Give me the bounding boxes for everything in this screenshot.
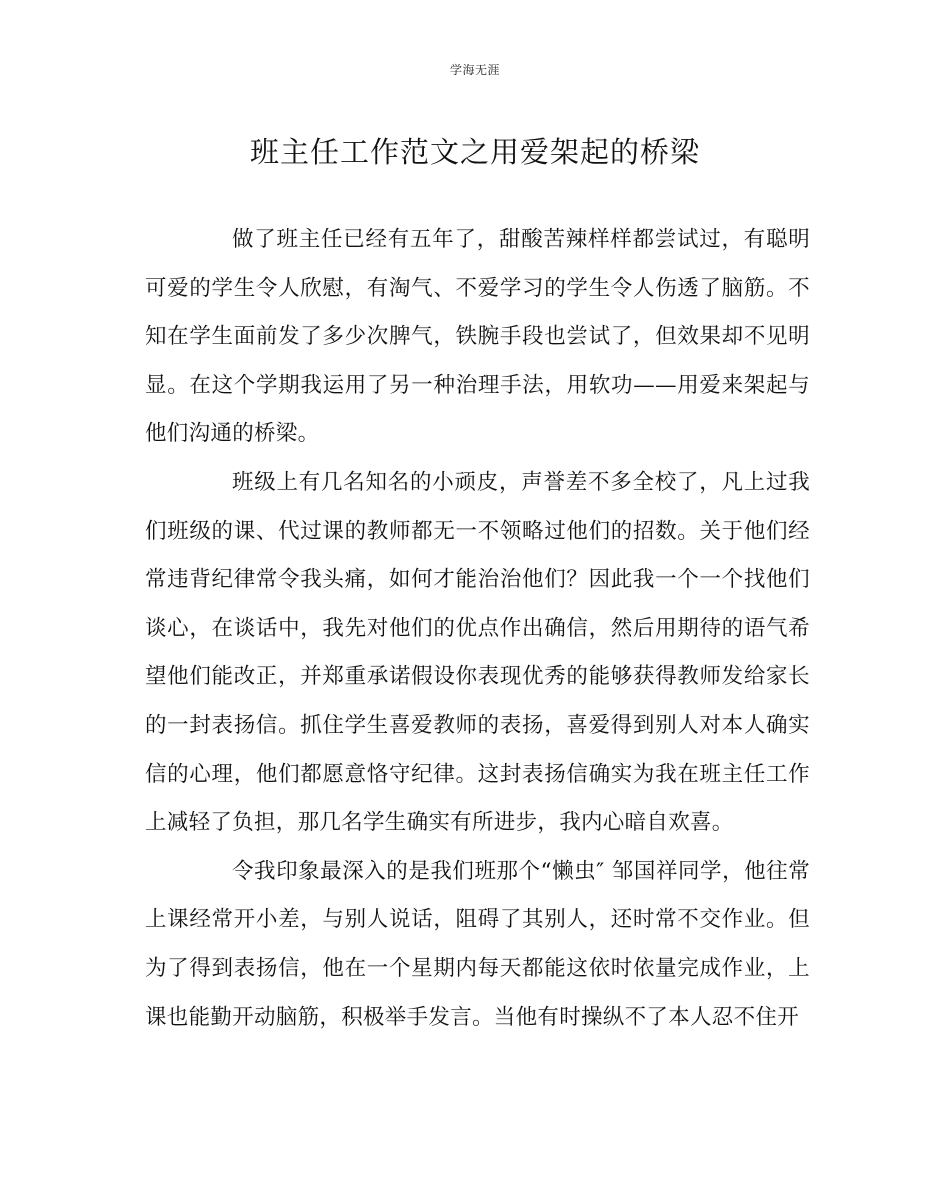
paragraph-3: 令我印象最深入的是我们班那个“懒虫″ 邹国祥同学，他往常上课经常开小差，与别人说话，阻碍了其别人，还时常不交作业。但为了得到表扬信，他在一个星期内每天都能这依时依量完成作业，上课也能勤开动脑筋，积极举手发言。当他有时操纵不了本人忍不住开 [145,858,810,1030]
page-header: 学海无涯 [449,63,500,77]
paragraph-2: 班级上有几名知名的小顽皮，声誉差不多全校了，凡上过我们班级的课、代过课的教师都无一不领略过他们的招数。关于他们经常违背纪律常令我头痛，如何才能治治他们？因此我一个一个找他们谈心，在谈话中，我先对他们的优点作出确信，然后用期待的语气希望他们能改正，并郑重承诺假设你表现优秀的能够获得教师发给家长的一封表扬信。抓住学生喜爱教师的表扬，喜爱得到别人对本人确实信的心理，他们都愿意恪守纪律。这封表扬信确实为我在班主任工作上减轻了负担，那几名学生确实有所进步，我内心暗自欢喜。 [145,469,810,836]
document-title: 班主任工作范文之用爱架起的桥梁 [249,135,700,169]
document-body [145,216,810,1042]
paragraph-1: 做了班主任已经有五年了，甜酸苦辣样样都尝试过，有聪明可爱的学生令人欣慰，有淘气、不爱学习的学生令人伤透了脑筋。不知在学生面前发了多少次脾气，铁腕手段也尝试了，但效果却不见明显。在这个学期我运用了另一种治理手法，用软功——用爱来架起与他们沟通的桥梁。 [145,227,810,447]
